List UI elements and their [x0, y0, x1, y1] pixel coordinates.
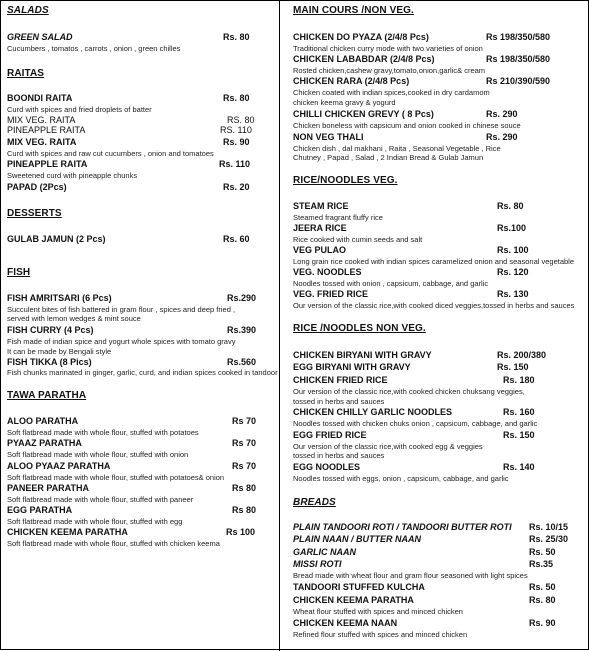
- item-description: Soft flatbread made with whole flour, stuffed with egg: [7, 517, 183, 526]
- item-description: Refined flour stuffed with spices and minced chicken: [293, 630, 468, 639]
- menu-item: [293, 201, 585, 213]
- item-name: PLAIN TANDOORI ROTI / TANDOORI BUTTER ROTI: [293, 522, 512, 532]
- menu-item: [7, 505, 269, 517]
- item-price: Rs. 150: [497, 362, 529, 372]
- item-name: FISH AMRITSARI (6 Pcs): [7, 293, 112, 303]
- item-name: VEG PULAO: [293, 245, 347, 255]
- menu-item: [293, 76, 585, 88]
- item-name: JEERA RICE: [293, 223, 347, 233]
- section-title-fish: FISH: [7, 267, 31, 278]
- item-name: CHICKEN KEEMA PARATHA: [293, 595, 414, 605]
- section-title-tawa-paratha: TAWA PARATHA: [7, 390, 87, 401]
- item-description: tossed in herbs and sauces: [293, 451, 385, 460]
- item-price: Rs 70: [232, 416, 257, 426]
- item-description: Soft flatbread made with whole flour, stuffed with potatoes: [7, 428, 199, 437]
- item-description: Chicken boneless with capsicum and onion cooked in chinese souce: [293, 121, 521, 130]
- item-name: CHICKEN CHILLY GARLIC NOODLES: [293, 407, 453, 417]
- item-price: Rs.290: [227, 293, 257, 303]
- item-price: Rs.560: [227, 357, 257, 367]
- item-description: Steamed fragrant fluffy rice: [293, 213, 383, 222]
- menu-item: [293, 547, 585, 559]
- item-name: PINEAPPLE RAITA: [7, 159, 88, 169]
- section-title-salads: SALADS: [7, 5, 49, 16]
- item-description: served with lemon wedges & mint souce: [7, 314, 141, 323]
- item-description: It can be made by Bengali style: [7, 347, 112, 356]
- item-name: EGG NOODLES: [293, 462, 361, 472]
- item-description: Rice cooked with cumin seeds and salt: [293, 235, 423, 244]
- item-price: Rs. 100: [497, 245, 529, 255]
- menu-item: [293, 618, 585, 630]
- item-price: Rs.35: [529, 559, 554, 569]
- item-description: Soft flatbread made with whole flour, stuffed with paneer: [7, 495, 194, 504]
- item-description: Soft flatbread made with whole flour, stuffed with chicken keema: [7, 539, 220, 548]
- item-name: CHICKEN KEEMA PARATHA: [7, 527, 128, 537]
- menu-item: [293, 289, 585, 301]
- item-name: PANEER PARATHA: [7, 483, 90, 493]
- item-name: CHICKEN DO PYAZA (2/4/8 Pcs): [293, 32, 429, 42]
- menu-item: [7, 159, 269, 171]
- column-divider: [279, 1, 280, 651]
- item-name: STEAM RICE: [293, 201, 349, 211]
- menu-item: [293, 245, 585, 257]
- item-name: NON VEG THALI: [293, 132, 364, 142]
- item-name: CHILLI CHICKEN GREVY ( 8 Pcs): [293, 109, 434, 119]
- item-price: Rs. 140: [503, 462, 535, 472]
- menu-item: [293, 430, 585, 442]
- menu-item: [7, 182, 269, 194]
- item-price: Rs.390: [227, 325, 257, 335]
- item-price: Rs. 50: [529, 547, 556, 557]
- item-description: Soft flatbread made with whole flour, stuffed with potatoes& onion: [7, 473, 225, 482]
- item-description: Cucumbers , tomatos , carrots , onion , green chilles: [7, 44, 181, 53]
- item-name: EGG FRIED RICE: [293, 430, 367, 440]
- item-name: EGG PARATHA: [7, 505, 73, 515]
- item-description: Sweetened curd with pineapple chunks: [7, 171, 138, 180]
- section-title-raitas: RAITAS: [7, 68, 45, 79]
- menu-item: [293, 407, 585, 419]
- item-description: Chutney , Papad , Salad , 2 Indian Bread & Gulab Jamun: [293, 153, 484, 162]
- item-name: CHICKEN LABABDAR (2/4/8 Pcs): [293, 54, 435, 64]
- item-price: Rs. 25/30: [529, 534, 569, 544]
- menu-item: [7, 32, 269, 44]
- item-price: RS. 110: [220, 125, 252, 135]
- item-price: Rs.100: [497, 223, 527, 233]
- item-description: Fish chunks marinated in ginger, garlic, curd, and indian spices cooked in tandoor: [7, 368, 278, 377]
- item-price: Rs. 80: [223, 93, 250, 103]
- item-name: GREEN SALAD: [7, 32, 73, 42]
- item-name: GARLIC NAAN: [293, 547, 356, 557]
- item-description: Rosted chicken,cashew gravy,tomato,onion,garlic& cream: [293, 66, 486, 75]
- item-price: Rs 210/390/590: [486, 76, 551, 86]
- item-price: Rs. 290: [486, 109, 518, 119]
- item-name: CHICKEN RARA (2/4/8 Pcs): [293, 76, 410, 86]
- item-name: GULAB JAMUN (2 Pcs): [7, 234, 106, 244]
- menu-item: [7, 416, 269, 428]
- section-title-desserts: DESSERTS: [7, 208, 62, 219]
- item-description: tossed in herbs and sauces: [293, 397, 385, 406]
- item-description: Curd with spices and fried droplets of batter: [7, 105, 152, 114]
- item-price: Rs. 60: [223, 234, 250, 244]
- item-name: CHICKEN BIRYANI WITH GRAVY: [293, 350, 432, 360]
- menu-item: [293, 559, 585, 571]
- item-description: Fish made of indian spice and yogurt whole spices with tomato gravy: [7, 337, 236, 346]
- item-name: ALOO PYAAZ PARATHA: [7, 461, 111, 471]
- menu-item: [7, 293, 269, 305]
- item-price: Rs 198/350/580: [486, 54, 551, 64]
- item-price: Rs 100: [226, 527, 256, 537]
- item-description: Chicken coated with indian spices,cooked in dry cardamom: [293, 88, 490, 97]
- menu-item: [7, 483, 269, 495]
- item-description: Our version of the classic rice,with cooked egg & veggies: [293, 442, 483, 451]
- item-price: Rs 80: [232, 505, 257, 515]
- item-description: Long grain rice cooked with indian spices caramelized onion and seasonal vegetable: [293, 257, 575, 266]
- item-description: Our version of the classic rice,with cooked chicken chuksang veggies,: [293, 387, 525, 396]
- item-price: Rs. 80: [223, 32, 250, 42]
- item-description: chicken keema gravy & yogurd: [293, 98, 396, 107]
- menu-item: [293, 350, 585, 362]
- item-price: Rs. 200/380: [497, 350, 547, 360]
- menu-item: [7, 234, 269, 246]
- menu-item: [7, 438, 269, 450]
- menu-item: [293, 462, 585, 474]
- menu-item: [293, 595, 585, 607]
- item-name: VEG. FRIED RICE: [293, 289, 369, 299]
- item-price: Rs 80: [232, 483, 257, 493]
- item-price: Rs 70: [232, 461, 257, 471]
- item-price: Rs. 20: [223, 182, 250, 192]
- item-price: Rs. 290: [486, 132, 518, 142]
- item-description: Wheat flour stuffed with spices and minced chicken: [293, 607, 463, 616]
- item-description: Noodles tossed with eggs, onion , capsicum, cabbage, and garlic: [293, 474, 509, 483]
- menu-item: [293, 223, 585, 235]
- item-price: Rs. 160: [503, 407, 535, 417]
- item-price: Rs. 90: [529, 618, 556, 628]
- menu-item: [293, 362, 585, 374]
- item-name: MIX VEG. RAITA: [7, 115, 76, 125]
- item-description: Chicken dish , dal makhani , Raita , Seasonal Vegetable , Rice: [293, 144, 501, 153]
- item-price: Rs 198/350/580: [486, 32, 551, 42]
- item-name: PYAAZ PARATHA: [7, 438, 82, 448]
- menu-item: [7, 93, 269, 105]
- item-name: MISSI ROTI: [293, 559, 342, 569]
- item-description: Noodles tossed with chicken chuks onion , capsicum, cabbage, and garlic: [293, 419, 538, 428]
- item-name: PINEAPPLE RAITA: [7, 125, 86, 135]
- item-price: Rs. 80: [529, 595, 556, 605]
- section-title-main-course: MAIN COURS /NON VEG.: [293, 5, 414, 16]
- item-price: Rs. 150: [503, 430, 535, 440]
- item-name: TANDOORI STUFFED KULCHA: [293, 582, 425, 592]
- section-title-breads: BREADS: [293, 497, 336, 508]
- item-description: Curd with spices and raw cut cucumbers , onion and tomatoes: [7, 149, 214, 158]
- item-price: Rs 70: [232, 438, 257, 448]
- menu-item: [293, 267, 585, 279]
- item-price: Rs. 130: [497, 289, 529, 299]
- item-name: EGG BIRYANI WITH GRAVY: [293, 362, 411, 372]
- item-price: Rs. 110: [219, 159, 251, 169]
- item-description: Succulent bites of fish battered in gram flour , spices and deep fried ,: [7, 305, 236, 314]
- menu-item: [293, 522, 585, 534]
- item-description: Bread made with wheat flour and gram flour seasoned with light spices: [293, 571, 528, 580]
- menu-item: [293, 54, 585, 66]
- menu-item: [7, 527, 269, 539]
- menu-item: [7, 137, 269, 149]
- menu-item: [293, 132, 585, 144]
- item-price: Rs. 90: [223, 137, 250, 147]
- item-name: CHICKEN FRIED RICE: [293, 375, 388, 385]
- item-price: Rs. 120: [497, 267, 529, 277]
- item-price: Rs. 10/15: [529, 522, 569, 532]
- item-name: ALOO PARATHA: [7, 416, 79, 426]
- menu-item: [293, 109, 585, 121]
- menu-item: [293, 582, 585, 594]
- item-name: BOONDI RAITA: [7, 93, 73, 103]
- item-description: Traditional chicken curry mode with two varieties of onion: [293, 44, 483, 53]
- menu-item: [293, 534, 585, 546]
- menu-item: [293, 375, 585, 387]
- item-price: Rs. 80: [497, 201, 524, 211]
- menu-item: [293, 32, 585, 44]
- item-description: Our version of the classic rice,with cooked diced veggies,tossed in herbs and sauces: [293, 301, 575, 310]
- menu-item: [7, 125, 269, 137]
- item-name: FISH TIKKA (8 Pics): [7, 357, 92, 367]
- item-description: Soft flatbread made with whole flour, stuffed with onion: [7, 450, 189, 459]
- menu-item: [7, 461, 269, 473]
- item-name: CHICKEN KEEMA NAAN: [293, 618, 398, 628]
- item-price: Rs. 180: [503, 375, 535, 385]
- item-name: FISH CURRY (4 Pcs): [7, 325, 94, 335]
- item-name: PAPAD (2Pcs): [7, 182, 67, 192]
- item-description: Noodles tossed with onion , capsicum, cabbage, and garlic: [293, 279, 489, 288]
- section-title-rice-noodles-non-veg: RICE /NOODLES NON VEG.: [293, 323, 426, 334]
- section-title-rice-noodles-veg: RICE/NOODLES VEG.: [293, 175, 398, 186]
- item-name: VEG. NOODLES: [293, 267, 362, 277]
- item-name: PLAIN NAAN / BUTTER NAAN: [293, 534, 421, 544]
- item-name: MIX VEG. RAITA: [7, 137, 77, 147]
- item-price: RS. 80: [227, 115, 255, 125]
- menu-item: [7, 325, 269, 337]
- item-price: Rs. 50: [529, 582, 556, 592]
